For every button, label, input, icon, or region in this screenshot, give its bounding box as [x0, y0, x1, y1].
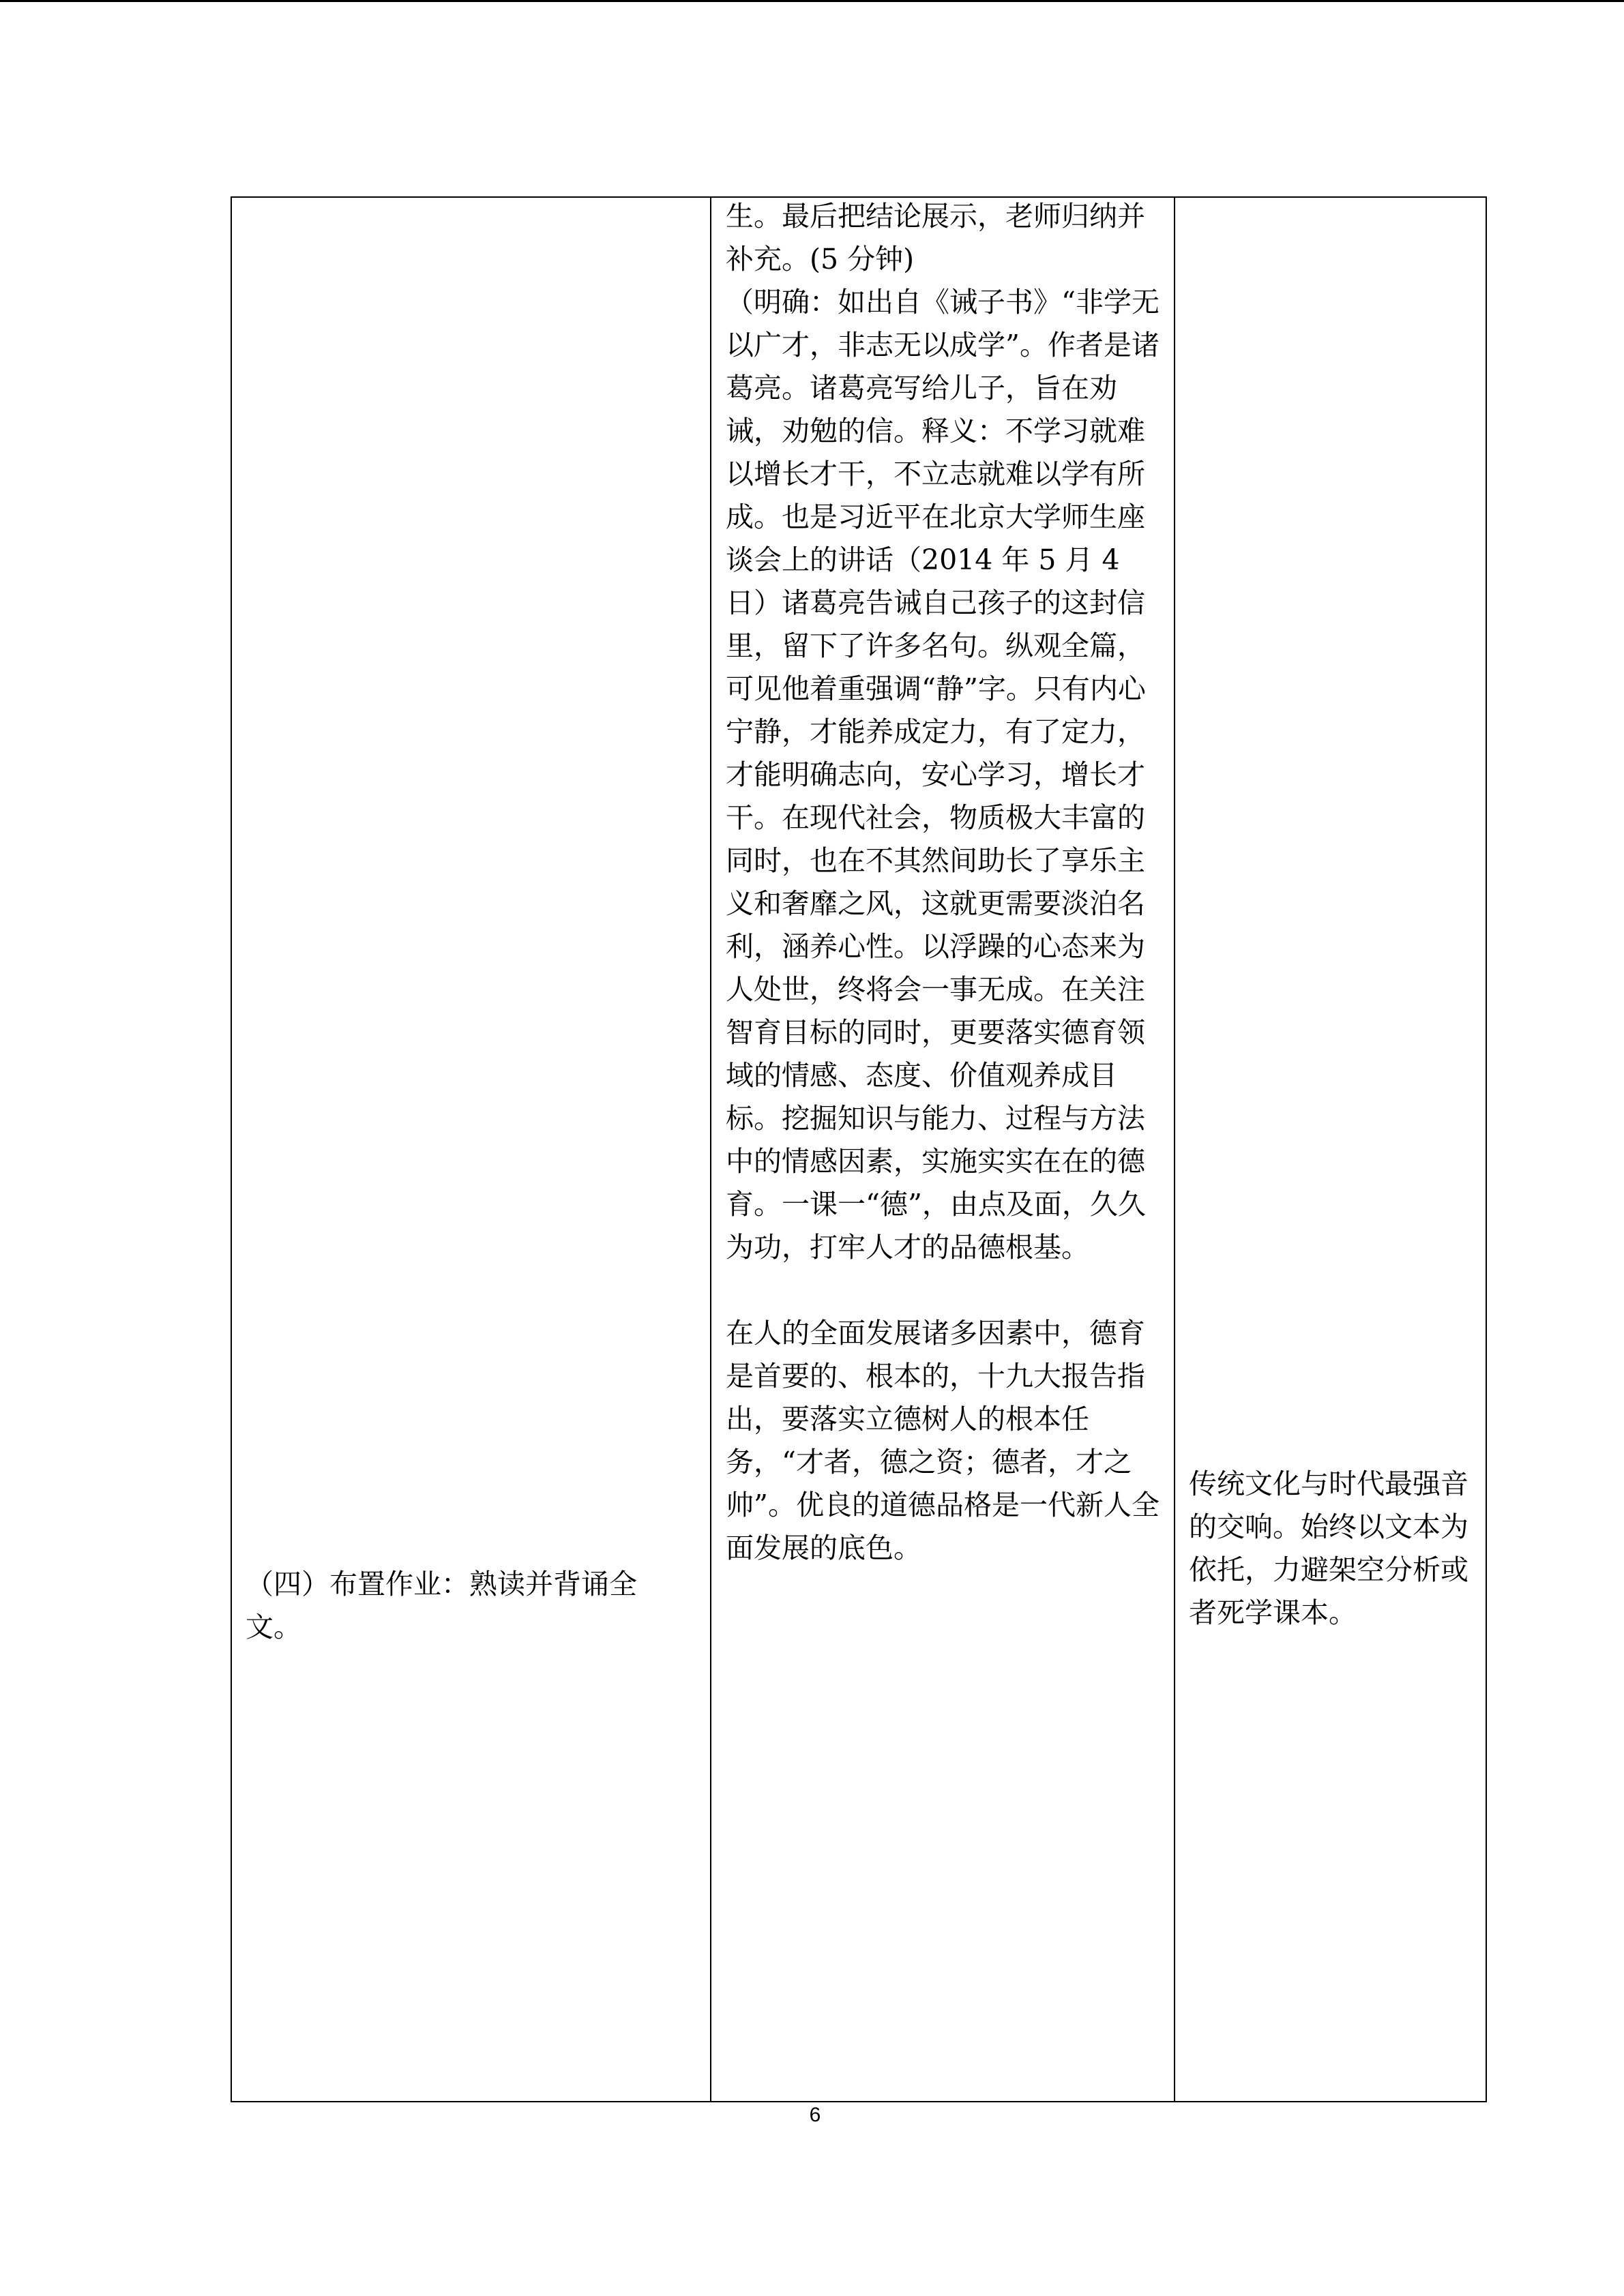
activity-content — [726, 195, 1169, 1570]
activity-paragraph-conclusion: 生。最后把结论展示，老师归纳并补充。(5 分钟) — [726, 200, 1145, 275]
activity-paragraph-explanation: （明确：如出自《诫子书》“非学无以广才，非志无以成学”。作者是诸葛亮。诸葛亮写给儿子，旨在劝诫，劝勉的信。释义：不学习就难以增长才干，不立志就难以学有所成。也是习近平在北京大学师生座谈会上的讲话（2014 年 5 月 4 日）诸葛亮告诫自己孩子的这封信里，留下了许多名句。纵观全篇，可见他着重强调“静”字。只有内心宁静，才能养成定力，有了定力，才能明确志向，安心学习，增长才干。在现代社会，物质极大丰富的同时，也在不其然间助长了享乐主义和奢靡之风，这就更需要淡泊名利，涵养心性。以浮躁的心态来为人处世，终将会一事无成。在关注智育目标的同时，更要落实德育领域的情感、态度、价值观养成目标。挖掘知识与能力、过程与方法中的情感因素，实施实实在在的德育。一课一“德”，由点及面，久久为功，打牢人才的品德根基。 — [726, 286, 1160, 1264]
page-number: 6 — [809, 2104, 821, 2126]
homework-assignment-text: （四）布置作业：熟读并背诵全文。 — [246, 1568, 637, 1643]
design-intent-cell — [1175, 197, 1486, 2102]
teaching-activity-cell — [231, 197, 711, 2102]
activity-paragraph-moral-education: 在人的全面发展诸多因素中，德育是首要的、根本的，十九大报告指出，要落实立德树人的根本任务，“才者，德之资；德者，才之帅”。优良的道德品格是一代新人全面发展的底色。 — [726, 1317, 1160, 1564]
table-row — [231, 197, 1486, 2102]
page-top-border — [0, 0, 1624, 2]
paragraph-spacer — [726, 1269, 1169, 1312]
student-activity-cell — [711, 197, 1175, 2102]
lesson-plan-table — [231, 196, 1487, 2102]
design-intent-text: 传统文化与时代最强音的交响。始终以文本为依托，力避架空分析或者死学课本。 — [1189, 1467, 1468, 1629]
